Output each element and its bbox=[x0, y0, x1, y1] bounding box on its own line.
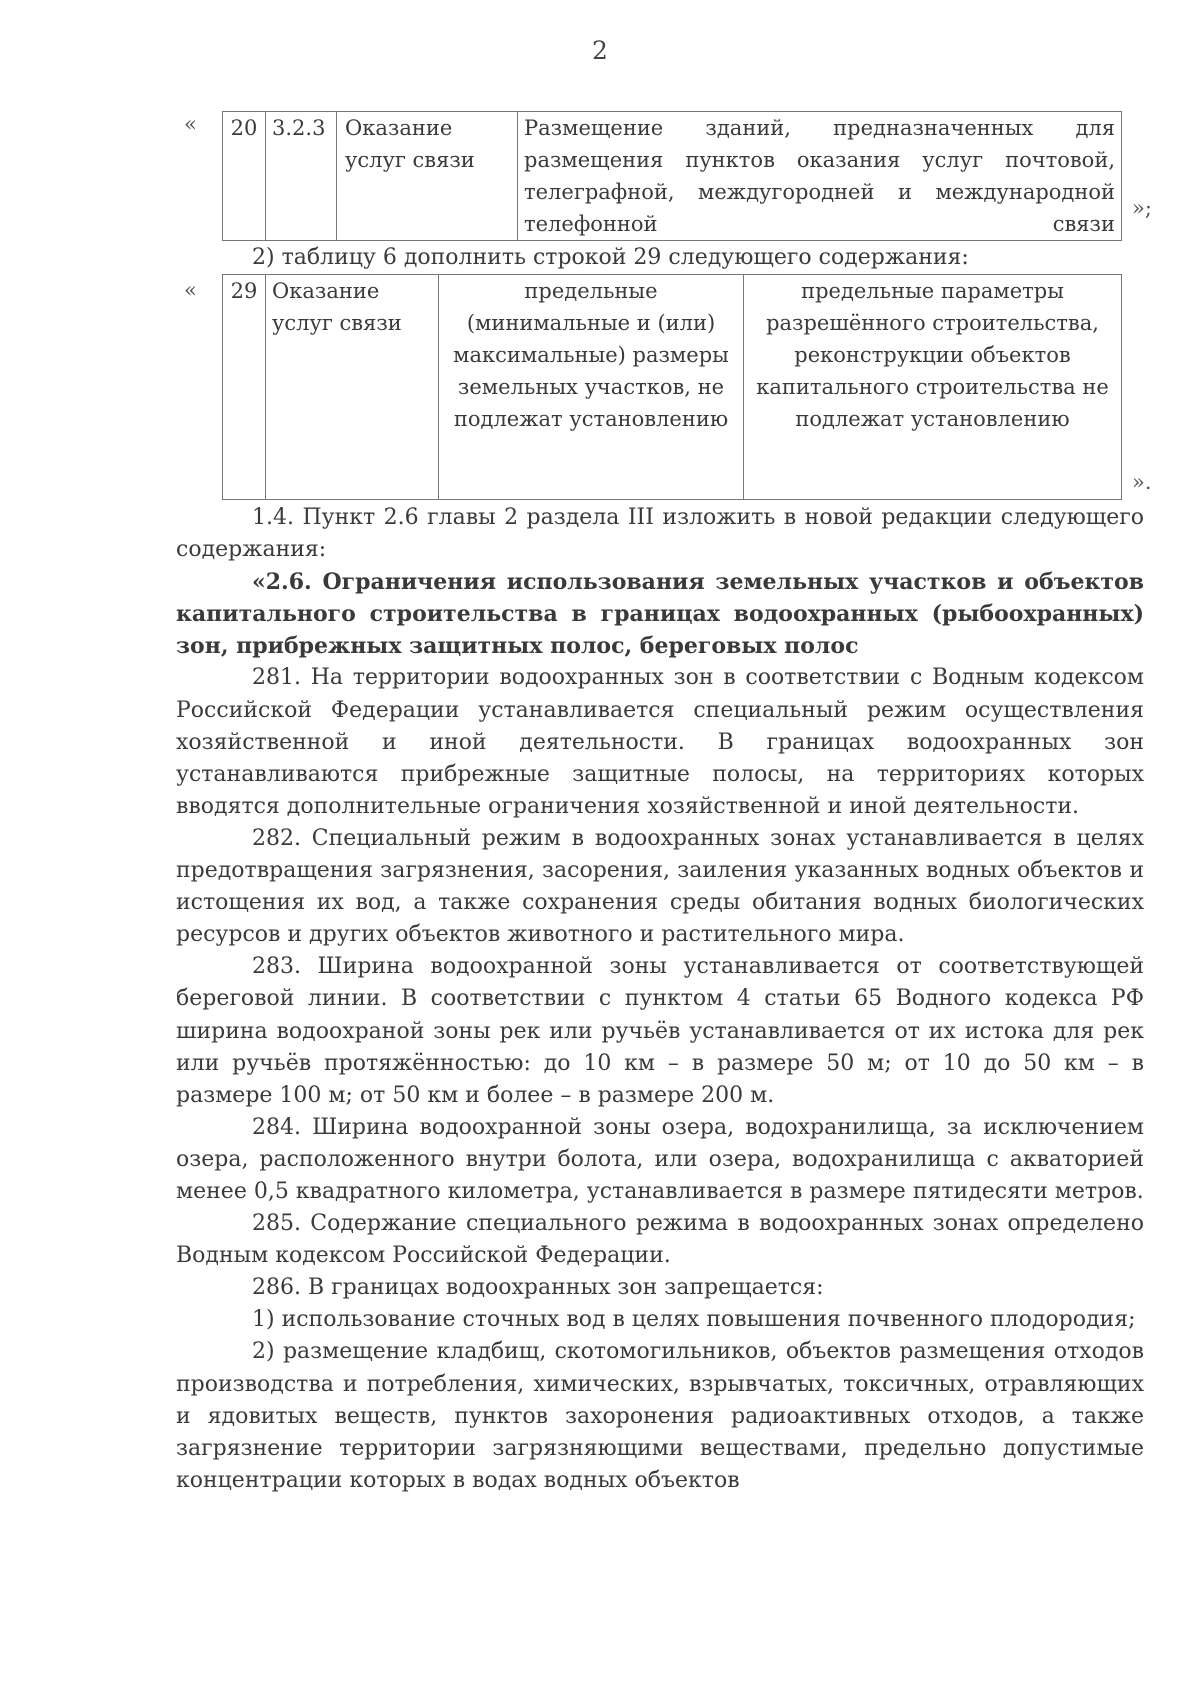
paragraph-282: 282. Специальный режим в водоохранных зонах устанавливается в целях предотвращения загрязнения, засорения, заиления указанных водных объектов и истощения их вод, а также сохранения среды обитания водных биологических ресурсов и других объектов животного и растительного мира. bbox=[176, 825, 1144, 948]
row-name: Оказание услуг связи bbox=[337, 112, 518, 241]
list-item-1: 1) использование сточных вод в целях повышения почвенного плодородия; bbox=[252, 1307, 1136, 1333]
page-number: 2 bbox=[592, 36, 608, 65]
row-name: Оказание услуг связи bbox=[266, 275, 439, 500]
close-quote-1: »; bbox=[1132, 196, 1152, 220]
paragraph-283: 283. Ширина водоохранной зоны устанавливается от соответствующей береговой линии. В соответствии с пунктом 4 статьи 65 Водного кодекса РФ ширина водоохраной зоны рек или ручьёв устанавливается от их истока для рек или ручьёв протяжённостью: до 10 км – в размере 50 м; от 10 до 50 км – в размере 100 м; от 50 км и более – в размере 200 м. bbox=[176, 954, 1144, 1108]
row-sizes: предельные (минимальные и (или) максимальные) размеры земельных участков, не подлежат установлению bbox=[439, 275, 744, 500]
paragraph-285: 285. Содержание специального режима в водоохранных зонах определено Водным кодексом Российской Федерации. bbox=[176, 1211, 1144, 1269]
amend-table-1 bbox=[222, 111, 1122, 241]
close-quote-2: ». bbox=[1132, 470, 1152, 494]
row-params: предельные параметры разрешённого строительства, реконструкции объектов капитального строительства не подлежат установлению bbox=[744, 275, 1122, 500]
table-row bbox=[223, 275, 1122, 500]
row-code: 3.2.3 bbox=[266, 112, 337, 241]
paragraph-281: 281. На территории водоохранных зон в соответствии с Водным кодексом Российской Федерации устанавливается специальный режим осуществления хозяйственной и иной деятельности. В границах водоохранных зон устанавливаются прибрежные защитные полосы, на территориях которых вводятся дополнительные ограничения хозяйственной и иной деятельности. bbox=[176, 665, 1144, 819]
open-quote-1: « bbox=[184, 112, 197, 136]
table-row bbox=[223, 112, 1122, 241]
body-text bbox=[176, 502, 1144, 1497]
list-item-2: 2) размещение кладбищ, скотомогильников, объектов размещения отходов производства и потребления, химических, взрывчатых, токсичных, отравляющих и ядовитых веществ, пунктов захоронения радиоактивных отходов, а также загрязнение территории загрязняющими веществами, предельно допустимые концентрации которых в водах водных объектов bbox=[176, 1339, 1144, 1493]
row-description: Размещение зданий, предназначенных для размещения пунктов оказания услуг почтовой, телеграфной, междугородней и международной телефонной связи bbox=[518, 112, 1122, 241]
open-quote-2: « bbox=[184, 278, 197, 302]
instruction-table6: 2) таблицу 6 дополнить строкой 29 следующего содержания: bbox=[252, 245, 969, 270]
row-number: 20 bbox=[223, 112, 266, 241]
paragraph-286: 286. В границах водоохранных зон запрещается: bbox=[252, 1275, 824, 1301]
amend-table-2 bbox=[222, 274, 1122, 500]
row-number: 29 bbox=[223, 275, 266, 500]
paragraph-1-4: 1.4. Пункт 2.6 главы 2 раздела III изложить в новой редакции следующего содержания: bbox=[176, 505, 1144, 563]
section-heading-2-6: «2.6. Ограничения использования земельных участков и объектов капитального строительства в границах водоохранных (рыбоохранных) зон, прибрежных защитных полос, береговых полос bbox=[176, 569, 1144, 660]
paragraph-284: 284. Ширина водоохранной зоны озера, водохранилища, за исключением озера, расположенного внутри болота, или озера, водохранилища с акваторией менее 0,5 квадратного километра, устанавливается в размере пятидесяти метров. bbox=[176, 1114, 1144, 1204]
